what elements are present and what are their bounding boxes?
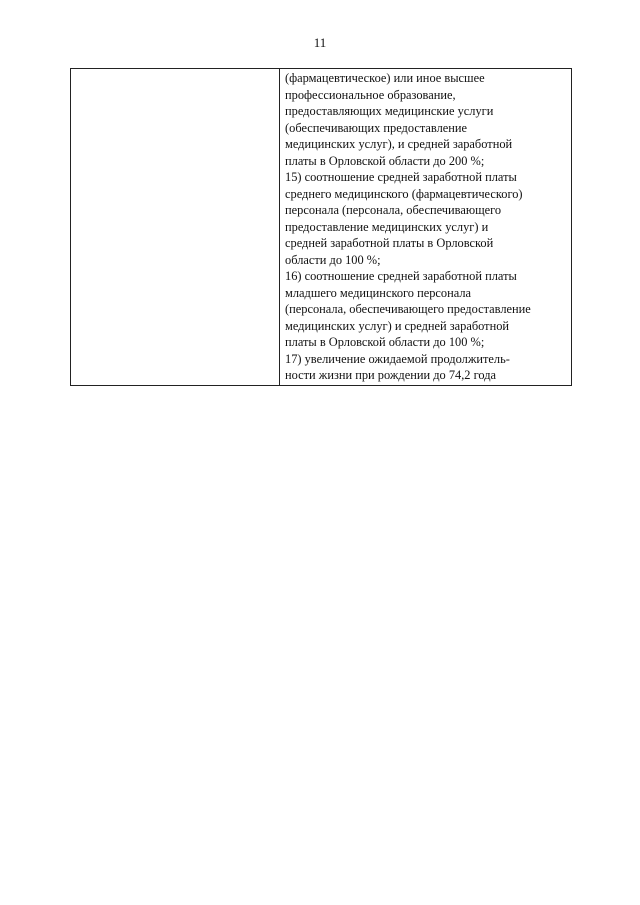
text-line: платы в Орловской области до 100 %; (285, 335, 485, 349)
text-line: (обеспечивающих предоставление (285, 120, 468, 135)
text-line: медицинских услуг) и средней заработной (285, 318, 510, 333)
table-cell-right (280, 69, 571, 385)
text-line: средней заработной платы в Орловской (285, 236, 494, 250)
text-line: 17) увеличение ожидаемой продолжитель- (285, 351, 510, 366)
text-line: медицинских услуг), и средней заработной (285, 137, 513, 151)
text-line: младшего медицинского персонала (285, 285, 472, 300)
text-line: среднего медицинского (фармацевтического) (285, 186, 523, 201)
text-line: 15) соотношение средней заработной платы (285, 170, 517, 184)
text-line: профессиональное образование, (285, 87, 456, 102)
text-line: ности жизни при рождении до 74,2 года (285, 368, 497, 382)
document-table (70, 68, 572, 386)
text-line: предоставляющих медицинские услуги (285, 104, 494, 118)
text-line: платы в Орловской области до 200 %; (285, 153, 485, 168)
table-cell-left (71, 69, 280, 385)
text-line: области до 100 %; (285, 252, 381, 267)
text-line: (фармацевтическое) или иное высшее (285, 71, 485, 85)
text-line: предоставление медицинских услуг) и (285, 219, 489, 234)
page-number: 11 (313, 35, 327, 50)
text-line: 16) соотношение средней заработной платы (285, 269, 517, 283)
text-line: (персонала, обеспечивающего предоставление (285, 302, 531, 316)
text-line: персонала (персонала, обеспечивающего (285, 203, 502, 217)
